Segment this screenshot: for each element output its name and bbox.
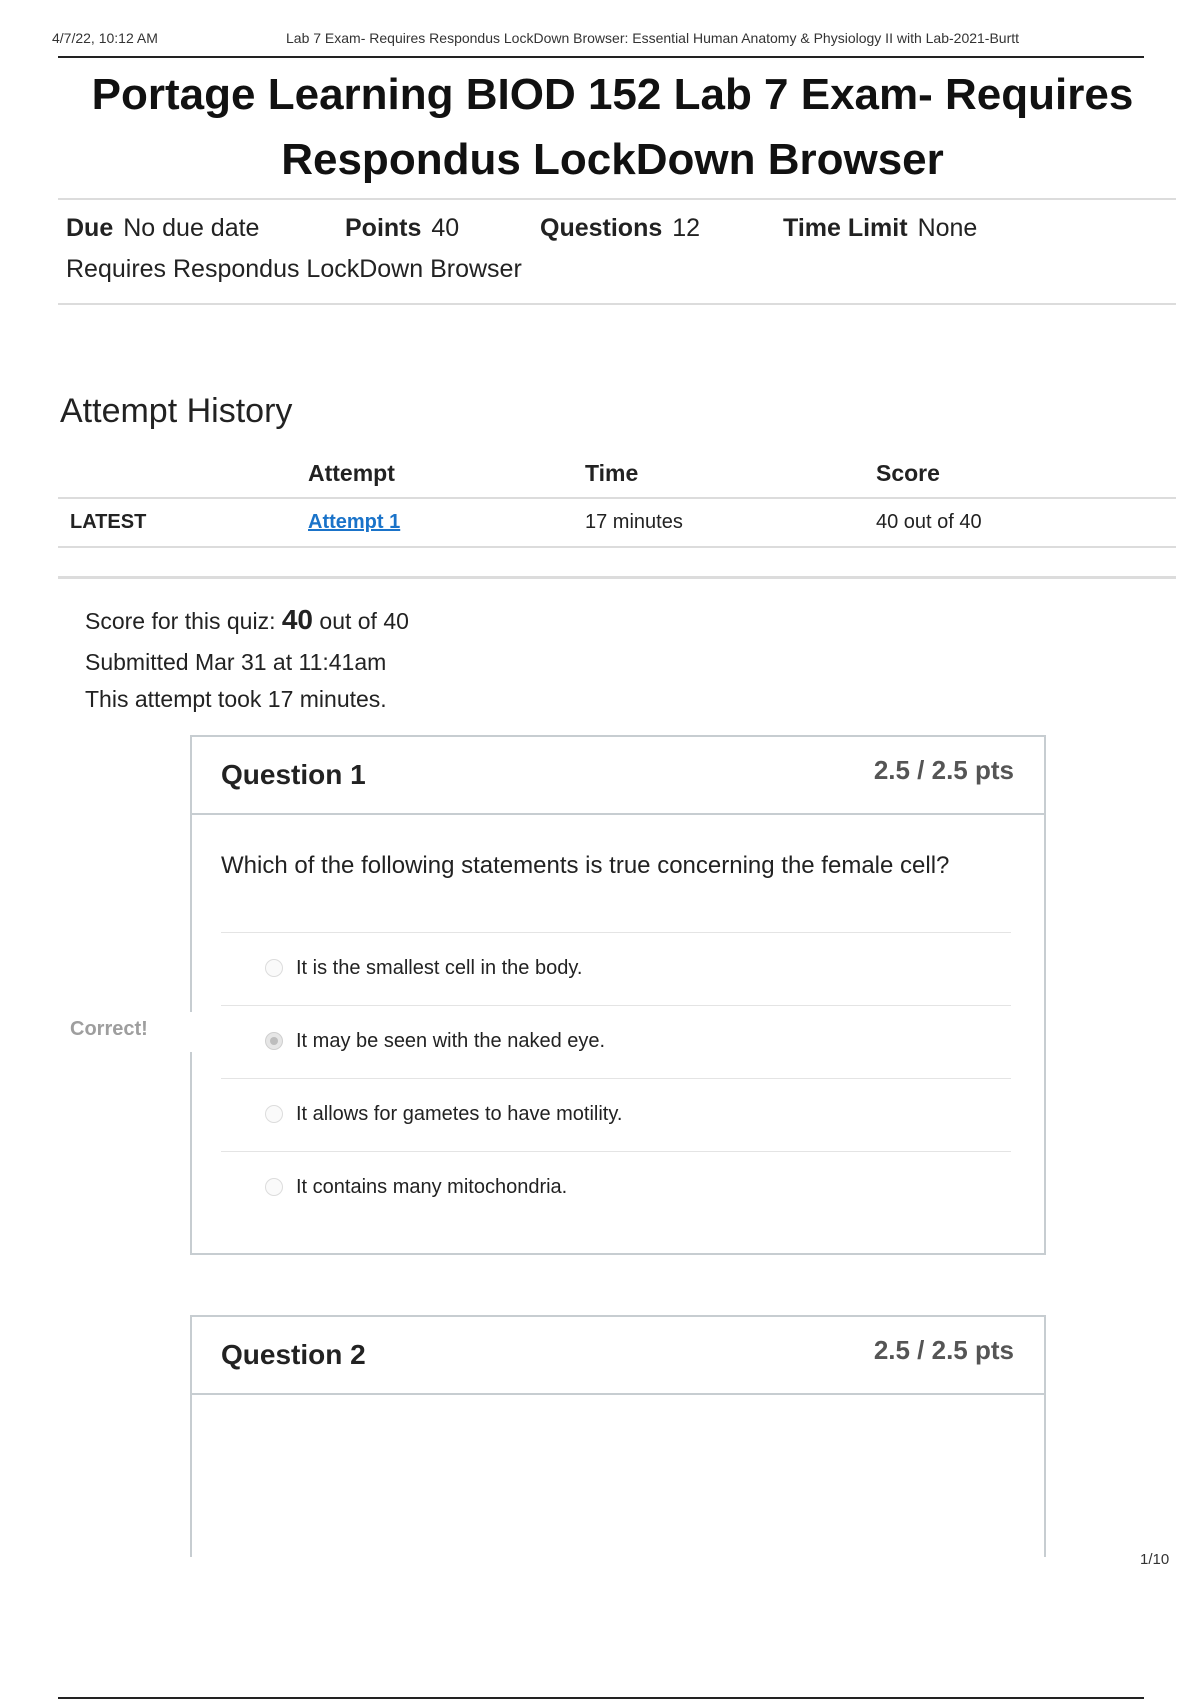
answer-option-label: It is the smallest cell in the body. [296, 956, 583, 979]
questions-detail [540, 214, 700, 243]
points-label: Points [345, 214, 422, 242]
question-1-points: 2.5 / 2.5 pts [873, 755, 1014, 785]
answer-divider [221, 932, 1011, 933]
table-row-divider [58, 546, 1176, 548]
question-1-title: Question 1 [221, 759, 366, 790]
answer-divider [221, 1005, 1011, 1006]
questions-label: Questions [540, 214, 663, 242]
footer-divider [58, 1697, 1144, 1699]
details-divider [58, 303, 1176, 305]
correct-flag-notch [186, 1012, 192, 1052]
questions-value: 12 [672, 214, 701, 242]
answer-option-1[interactable] [265, 953, 582, 983]
question-2-title: Question 2 [221, 1339, 366, 1370]
column-header-score: Score [876, 460, 940, 486]
attempt-history-heading: Attempt History [60, 392, 293, 430]
radio-unselected-icon[interactable] [265, 959, 283, 977]
question-card-2 [190, 1315, 1046, 1557]
answer-option-3[interactable] [265, 1099, 622, 1129]
radio-unselected-icon[interactable] [265, 1105, 283, 1123]
header-divider [58, 56, 1144, 58]
question-2-points: 2.5 / 2.5 pts [873, 1335, 1014, 1365]
question-1-header [192, 737, 1044, 815]
print-document-title: Lab 7 Exam- Requires Respondus LockDown Browser: Essential Human Anatomy & Physiology II with Lab-2021-Burtt [286, 30, 1020, 46]
radio-selected-icon[interactable] [265, 1032, 283, 1050]
print-date: 4/7/22, 10:12 AM [52, 30, 158, 46]
due-value: No due date [123, 214, 260, 242]
radio-unselected-icon[interactable] [265, 1178, 283, 1196]
score-value: 40 [281, 604, 314, 635]
time-limit-value: None [917, 214, 978, 242]
question-2-header [192, 1317, 1044, 1395]
points-detail [345, 214, 459, 243]
title-divider [58, 198, 1176, 200]
page-number: 1/10 [1140, 1551, 1170, 1568]
attempt-time: 17 minutes [585, 511, 683, 533]
score-suffix: out of 40 [313, 608, 409, 634]
time-limit-label: Time Limit [783, 214, 908, 242]
answer-divider [221, 1151, 1011, 1152]
column-header-attempt: Attempt [308, 460, 395, 486]
correct-answer-flag: Correct! [70, 1018, 148, 1040]
latest-tag: LATEST [70, 511, 147, 533]
attempt-score: 40 out of 40 [876, 511, 982, 533]
question-card-1 [190, 735, 1046, 1255]
quiz-score-line [85, 604, 409, 636]
page-title: Portage Learning BIOD 152 Lab 7 Exam- Requires Respondus LockDown Browser [91, 70, 1134, 184]
answer-option-label: It may be seen with the naked eye. [296, 1029, 606, 1052]
lockdown-requirement: Requires Respondus LockDown Browser [66, 255, 522, 283]
answer-option-4[interactable] [265, 1172, 567, 1202]
question-1-text: Which of the following statements is true concerning the female cell? [221, 852, 950, 879]
submitted-time: Submitted Mar 31 at 11:41am [85, 649, 387, 675]
answer-option-label: It allows for gametes to have motility. [296, 1102, 623, 1125]
answer-option-2[interactable] [265, 1026, 605, 1056]
column-header-time: Time [585, 460, 639, 486]
table-header-divider [58, 497, 1176, 499]
due-label: Due [66, 214, 114, 242]
due-detail [66, 214, 259, 243]
attempt-1-link[interactable]: Attempt 1 [308, 511, 401, 533]
answer-divider [221, 1078, 1011, 1079]
time-limit-detail [783, 214, 977, 243]
section-divider [58, 576, 1176, 579]
score-prefix: Score for this quiz: [85, 608, 282, 634]
points-value: 40 [431, 214, 460, 242]
attempt-duration: This attempt took 17 minutes. [85, 686, 387, 712]
answer-option-label: It contains many mitochondria. [296, 1175, 568, 1198]
